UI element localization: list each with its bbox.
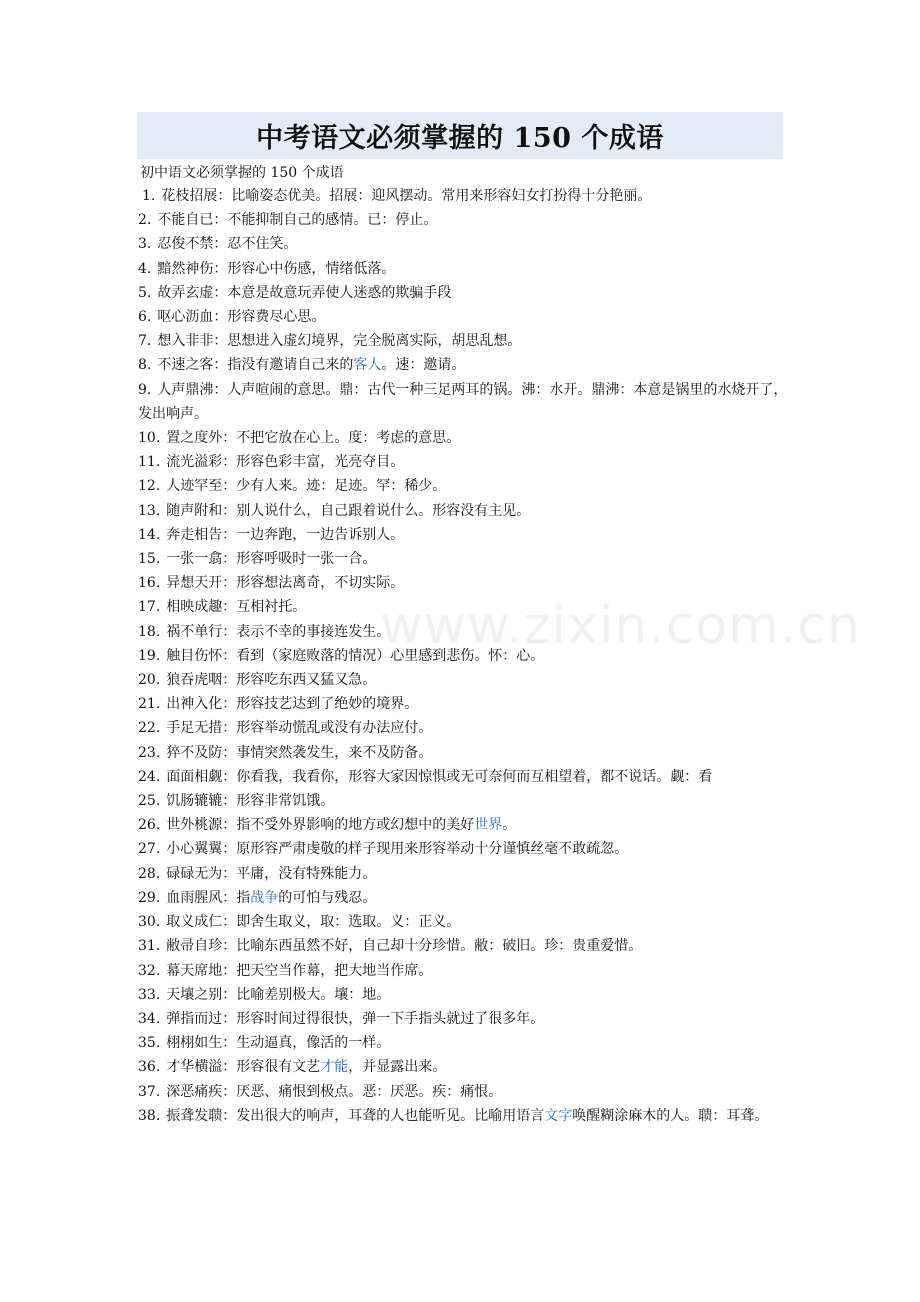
idiom-entry bbox=[138, 232, 788, 256]
entry-text: 手足无措：形容举动慌乱或没有办法应付。 bbox=[166, 720, 433, 737]
idiom-entry bbox=[138, 353, 788, 377]
entry-text: 弹指而过：形容时间过得很快，弹一下手指头就过了很多年。 bbox=[166, 1010, 545, 1027]
idiom-entry bbox=[138, 571, 788, 595]
idiom-entry bbox=[138, 450, 788, 474]
idiom-list bbox=[138, 184, 788, 1128]
entry-text: 小心翼翼：原形容严肃虔敬的样子现用来形容举动十分谨慎丝毫不敢疏忽。 bbox=[166, 841, 629, 858]
entry-number: 5. bbox=[138, 284, 152, 301]
watermark: www.zixin.com.cn bbox=[380, 596, 861, 656]
idiom-entry bbox=[138, 813, 788, 837]
idiom-entry bbox=[138, 547, 788, 571]
entry-text: 振聋发聩：发出很大的响声，耳聋的人也能听见。比喻用语言 bbox=[166, 1107, 545, 1124]
entry-number: 31. bbox=[138, 938, 161, 955]
entry-text: 奔走相告：一边奔跑，一边告诉别人。 bbox=[166, 526, 405, 543]
entry-text: 。速：邀请。 bbox=[381, 357, 466, 374]
entry-text: 流光溢彩：形容色彩丰富，光亮夺目。 bbox=[166, 454, 405, 471]
entry-text: 触目伤怀：看到（家庭败落的情况）心里感到悲伤。怀：心。 bbox=[166, 647, 545, 664]
entry-text: 不能自已：不能抑制自己的感情。已：停止。 bbox=[157, 212, 438, 229]
entry-text: 天壤之别：比喻差别极大。壤：地。 bbox=[166, 986, 391, 1003]
entry-number: 16. bbox=[138, 575, 161, 592]
idiom-entry bbox=[138, 959, 788, 983]
entry-text: 唤醒糊涂麻木的人。聩：耳聋。 bbox=[572, 1107, 769, 1124]
entry-number: 36. bbox=[138, 1059, 161, 1076]
entry-text: 敝帚自珍：比喻东西虽然不好，自己却十分珍惜。敝：破旧。珍：贵重爱惜。 bbox=[166, 938, 643, 955]
entry-number: 30. bbox=[138, 914, 161, 931]
idiom-entry bbox=[138, 184, 788, 208]
entry-number: 23. bbox=[138, 744, 161, 761]
entry-number: 4. bbox=[138, 260, 152, 277]
idiom-entry bbox=[138, 668, 788, 692]
entry-text: 忍俊不禁：忍不住笑。 bbox=[157, 236, 298, 253]
entry-text: 深恶痛疾：厌恶、痛恨到极点。恶：厌恶。疾：痛恨。 bbox=[166, 1083, 503, 1100]
idiom-entry bbox=[138, 1080, 788, 1104]
entry-text: 猝不及防：事情突然袭发生，来不及防备。 bbox=[166, 744, 433, 761]
idiom-entry bbox=[138, 1007, 788, 1031]
entry-text: 饥肠辘辘：形容非常饥饿。 bbox=[166, 793, 335, 810]
idiom-entry bbox=[138, 910, 788, 934]
entry-text: 人声鼎沸：人声喧闹的意思。鼎：古代一种三足两耳的锅。沸：水开。鼎沸：本意是锅里的水烧开了，发出响声。 bbox=[138, 381, 788, 422]
entry-number: 14. bbox=[138, 526, 161, 543]
entry-number: 26. bbox=[138, 817, 161, 834]
entry-number: 12. bbox=[138, 478, 161, 495]
idiom-entry bbox=[138, 426, 788, 450]
idiom-entry bbox=[138, 765, 788, 789]
idiom-entry bbox=[138, 837, 788, 861]
entry-number: 25. bbox=[138, 793, 161, 810]
entry-text: 出神入化：形容技艺达到了绝妙的境界。 bbox=[166, 696, 419, 713]
page-title: 中考语文必须掌握的 150 个成语 bbox=[256, 123, 664, 154]
entry-text: 花枝招展：比喻姿态优美。招展：迎风摆动。常用来形容妇女打扮得十分艳丽。 bbox=[161, 188, 652, 204]
document-subtitle: 初中语文必须掌握的 150 个成语 bbox=[140, 165, 344, 181]
entry-text: 一张一翕：形容呼吸时一张一合。 bbox=[166, 551, 377, 568]
entry-number: 15. bbox=[138, 551, 161, 568]
entry-number: 7. bbox=[138, 333, 152, 350]
idiom-entry bbox=[138, 716, 788, 740]
entry-text: 故弄玄虚：本意是故意玩弄使人迷惑的欺骗手段 bbox=[157, 284, 452, 301]
entry-text: 黯然神伤：形容心中伤感，情绪低落。 bbox=[157, 260, 396, 277]
entry-number: 35. bbox=[138, 1035, 161, 1052]
idiom-entry bbox=[138, 329, 788, 353]
entry-text: 血雨腥风：指 bbox=[166, 889, 251, 906]
entry-text: 人迹罕至：少有人来。迹：足迹。罕：稀少。 bbox=[166, 478, 447, 495]
entry-text: 随声附和：别人说什么，自己跟着说什么。形容没有主见。 bbox=[166, 502, 531, 519]
entry-number: 32. bbox=[138, 962, 161, 979]
idiom-entry bbox=[138, 620, 788, 644]
idiom-entry bbox=[138, 862, 788, 886]
entry-text: 取义成仁：即舍生取义，取：选取。义：正义。 bbox=[166, 914, 461, 931]
entry-number: 11. bbox=[138, 454, 161, 471]
entry-text: 栩栩如生：生动逼真，像活的一样。 bbox=[166, 1035, 391, 1052]
idiom-entry bbox=[138, 983, 788, 1007]
entry-text: 碌碌无为：平庸，没有特殊能力。 bbox=[166, 865, 377, 882]
inline-link[interactable]: 世界 bbox=[474, 817, 503, 834]
entry-text: 面面相觑：你看我，我看你，形容大家因惊惧或无可奈何而互相望着，都不说话。觑：看 bbox=[166, 768, 713, 785]
idiom-entry bbox=[138, 281, 788, 305]
idiom-entry bbox=[138, 741, 788, 765]
entry-number: 24. bbox=[138, 768, 161, 785]
entry-text: ，并显露出来。 bbox=[348, 1059, 447, 1076]
entry-text: 置之度外：不把它放在心上。度：考虑的意思。 bbox=[166, 430, 461, 447]
entry-number: 18. bbox=[138, 623, 161, 640]
entry-number: 9. bbox=[138, 381, 152, 398]
idiom-entry bbox=[138, 886, 788, 910]
entry-text: 的可怕与残忍。 bbox=[278, 889, 377, 906]
entry-text: 想入非非：思想进入虚幻境界，完全脱离实际，胡思乱想。 bbox=[157, 333, 522, 350]
entry-number: 38. bbox=[138, 1107, 161, 1124]
entry-text: 狼吞虎咽：形容吃东西又猛又急。 bbox=[166, 672, 377, 689]
entry-number: 22. bbox=[138, 720, 161, 737]
entry-number: 34. bbox=[138, 1010, 161, 1027]
entry-number: 10. bbox=[138, 430, 161, 447]
inline-link[interactable]: 才能 bbox=[320, 1059, 349, 1076]
idiom-entry bbox=[138, 1031, 788, 1055]
idiom-entry bbox=[138, 1055, 788, 1079]
entry-text: 幕天席地：把天空当作幕，把大地当作席。 bbox=[166, 962, 433, 979]
idiom-entry bbox=[138, 789, 788, 813]
idiom-entry bbox=[138, 378, 788, 426]
entry-text: 异想天开：形容想法离奇，不切实际。 bbox=[166, 575, 405, 592]
entry-text: 才华横溢：形容很有文艺 bbox=[166, 1059, 321, 1076]
entry-text: 相映成趣：互相衬托。 bbox=[166, 599, 307, 616]
entry-number: 17. bbox=[138, 599, 161, 616]
entry-text: 呕心沥血：形容费尽心思。 bbox=[157, 309, 326, 326]
idiom-entry bbox=[138, 305, 788, 329]
entry-number: 21. bbox=[138, 696, 161, 713]
entry-number: 20. bbox=[138, 672, 161, 689]
inline-link[interactable]: 文字 bbox=[544, 1107, 573, 1124]
idiom-entry bbox=[138, 474, 788, 498]
entry-number: 27. bbox=[138, 841, 161, 858]
entry-number: 3. bbox=[138, 236, 152, 253]
entry-number: 19. bbox=[138, 647, 161, 664]
entry-text: 世外桃源：指不受外界影响的地方或幻想中的美好 bbox=[166, 817, 475, 834]
entry-number: 8. bbox=[138, 357, 152, 374]
entry-number: 29. bbox=[138, 889, 161, 906]
entry-text: 不速之客：指没有邀请自己来的 bbox=[157, 357, 354, 374]
entry-number: 28. bbox=[138, 865, 161, 882]
entry-text: 祸不单行：表示不幸的事接连发生。 bbox=[166, 623, 391, 640]
inline-link[interactable]: 战争 bbox=[250, 889, 279, 906]
idiom-entry bbox=[138, 934, 788, 958]
inline-link[interactable]: 客人 bbox=[353, 357, 382, 374]
entry-number: 2. bbox=[138, 212, 152, 229]
idiom-entry bbox=[138, 644, 788, 668]
idiom-entry bbox=[138, 257, 788, 281]
entry-text: 。 bbox=[502, 817, 517, 834]
entry-number: 33. bbox=[138, 986, 161, 1003]
idiom-entry bbox=[138, 1104, 788, 1128]
idiom-entry bbox=[138, 499, 788, 523]
entry-number: 13. bbox=[138, 502, 161, 519]
entry-number: 1. bbox=[142, 188, 156, 204]
entry-number: 6. bbox=[138, 309, 152, 326]
idiom-entry bbox=[138, 692, 788, 716]
idiom-entry bbox=[138, 595, 788, 619]
entry-number: 37. bbox=[138, 1083, 161, 1100]
idiom-entry bbox=[138, 523, 788, 547]
idiom-entry bbox=[138, 208, 788, 232]
